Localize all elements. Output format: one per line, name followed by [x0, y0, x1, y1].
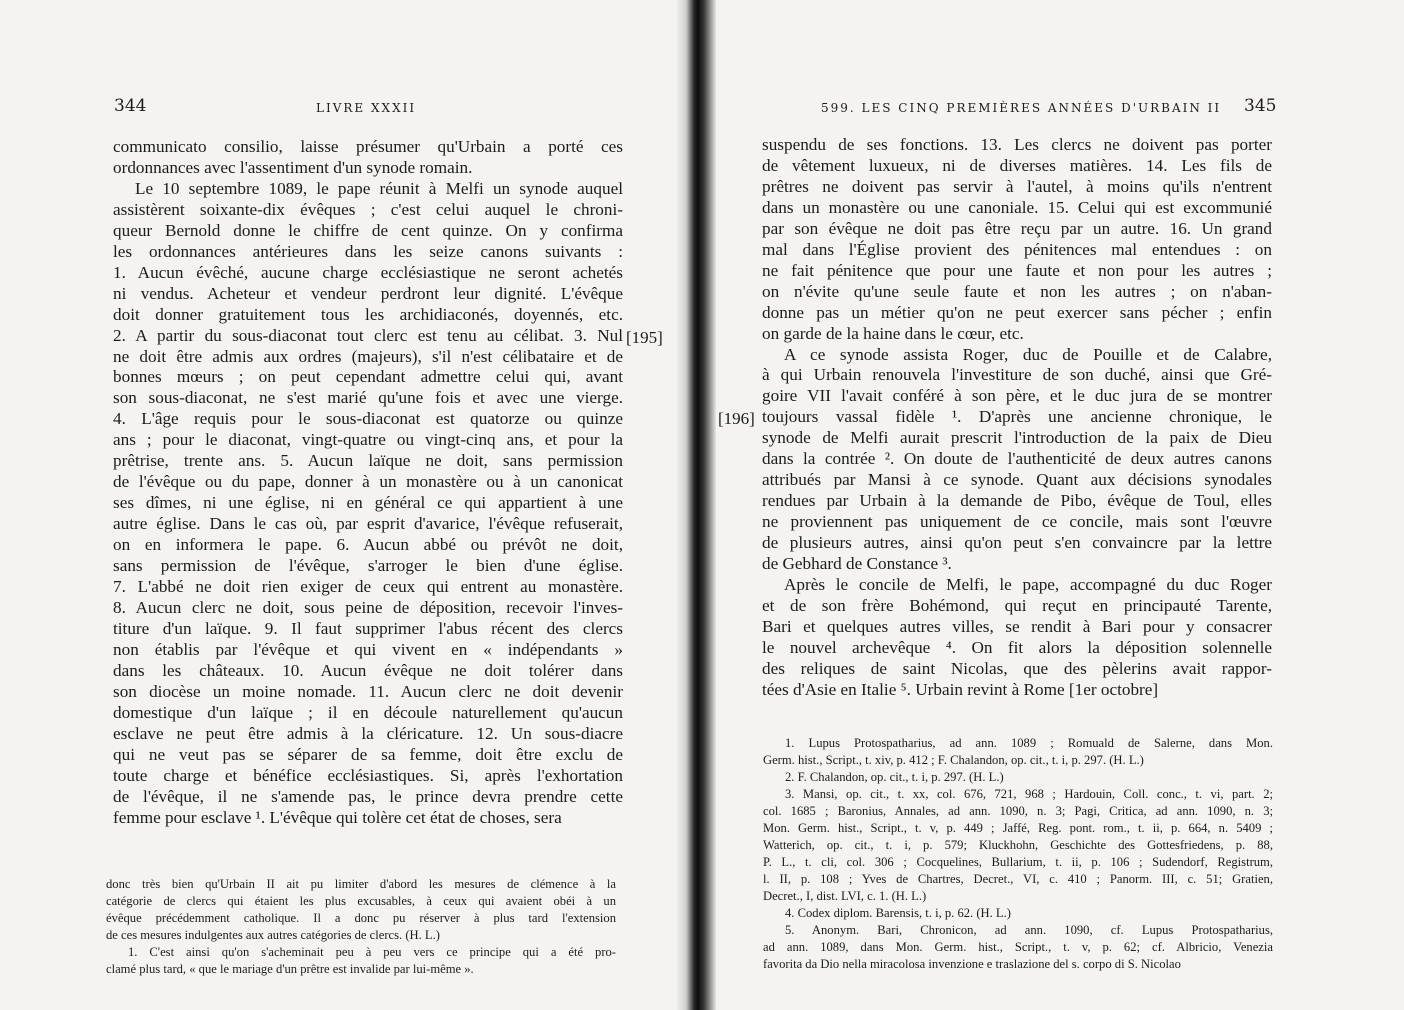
text-line: femme pour esclave ¹. L'évêque qui tolère cet état de choses, sera	[113, 807, 562, 827]
text-line: synode de Melfi aurait prescrit l'introduction de la paix de Dieu	[762, 428, 1272, 448]
text-line: dans les châteaux. 10. Aucun évêque ne doit tolérer dans	[113, 660, 623, 680]
text-line: 8. Aucun clerc ne doit, sous peine de déposition, recevoir l'inves-	[113, 597, 623, 617]
text-line: 1. Aucun évêché, aucune charge ecclésiastique ne seront achetés	[113, 262, 623, 282]
page-number-left: 344	[114, 96, 147, 116]
text-line: ne fait pénitence que pour une faute et non pour les autres ;	[762, 260, 1272, 280]
text-line: tées d'Asie en Italie ⁵. Urbain revint à Rome [1er octobre]	[762, 679, 1159, 699]
note-line: catégorie de clercs qui étaient les plus excusables, à ceux qui avaient obéi à un	[106, 894, 616, 908]
note-line: 1. C'est ainsi qu'on s'acheminait peu à peu vers ce principe qui a été pro-	[128, 945, 616, 959]
note-line: 2. F. Chalandon, op. cit., t. i, p. 297. (H. L.)	[785, 770, 1004, 784]
text-line: on en informera le pape. 6. Aucun abbé ou prévôt ne doit,	[113, 535, 623, 555]
note-line: l. II, p. 108 ; Yves de Chartres, Decret., VI, c. 410 ; Panorm. III, c. 51; Gratien,	[763, 872, 1273, 886]
note-line: ad ann. 1089, dans Mon. Germ. hist., Script., t. v, p. 62; cf. Albricio, Venezia	[763, 940, 1273, 954]
text-line: 2. A partir du sous-diaconat tout clerc est tenu au célibat. 3. Nul	[113, 325, 623, 345]
text-line: et de son frère Bohémond, qui reçut en principauté Tarente,	[762, 595, 1272, 615]
text-line: donne pas un métier qu'on ne peut exercer sans pécher ; enfin	[762, 302, 1272, 322]
margin-marker-left: [195]	[626, 328, 663, 347]
text-line: ne proviennent pas uniquement de ce concile, mais sont l'œuvre	[762, 512, 1272, 532]
text-line: les ordonnances antérieures dans les seize canons suivants :	[113, 241, 623, 261]
text-line: attribués par Mansi à ce synode. Quant aux décisions synodales	[762, 470, 1272, 490]
text-line: dans la contrée ². On doute de l'authenticité de deux autres canons	[762, 449, 1272, 469]
text-line: communicato consilio, laisse présumer qu'Urbain a porté ces	[113, 137, 623, 156]
note-line: favorita da Dio nella miracolosa invenzione e traslazione del s. corpo di S. Nicolao	[763, 957, 1181, 971]
running-head-left: LIVRE XXXII	[316, 101, 417, 115]
text-line: ans ; pour le diaconat, vingt-quatre ou vingt-cinq ans, et pour la	[113, 430, 623, 450]
text-line: ni vendus. Acheteur et vendeur perdront leur dignité. L'évêque	[113, 283, 623, 303]
text-line: 4. L'âge requis pour le sous-diaconat est quatorze ou quinze	[113, 409, 623, 429]
footnotes-left	[106, 876, 616, 978]
text-line: domestique d'un laïque ; il en découle naturellement qu'aucun	[113, 702, 623, 722]
page-number-right: 345	[1244, 96, 1277, 116]
text-line: toujours vassal fidèle ¹. D'après une ancienne chronique, le	[762, 407, 1272, 427]
text-line: de plusieurs autres, ainsi qu'on peut s'en convaincre par la lettre	[762, 533, 1272, 553]
text-line: de vêtement luxueux, ni de diverses matières. 14. Les fils de	[762, 155, 1272, 175]
text-line: qui ne veut pas se séparer de sa femme, doit être exclu de	[113, 744, 623, 764]
text-line: toute charge et bénéfice ecclésiastiques. Si, après l'exhortation	[113, 765, 623, 785]
note-line: 4. Codex diplom. Barensis, t. i, p. 62. (H. L.)	[785, 906, 1011, 920]
running-head-right: 599. LES CINQ PREMIÈRES ANNÉES D'URBAIN II	[821, 101, 1222, 115]
note-line: clamé plus tard, « que le mariage d'un prêtre est invalide par lui-même ».	[106, 962, 474, 976]
margin-marker-right: [196]	[718, 409, 755, 428]
note-line: donc très bien qu'Urbain II ait pu limiter d'abord les mesures de clémence à la	[106, 877, 616, 891]
text-line: sans permission de l'évêque, s'arroger le bien d'une église.	[113, 556, 623, 576]
body-text-right	[762, 135, 1272, 701]
note-line: Mon. Germ. hist., Script., t. v, p. 449 ; Jaffé, Reg. pont. rom., t. ii, p. 664, n. 5409 ;	[763, 821, 1273, 835]
text-line: 7. L'abbé ne doit rien exiger de ceux qui entrent au monastère.	[113, 577, 623, 597]
note-line: Decret., I, dist. LVI, c. 1. (H. L.)	[763, 889, 927, 903]
text-line: à qui Urbain renouvela l'investiture de son duché, ainsi que Gré-	[762, 365, 1272, 385]
text-line: de l'évêque ou du pape, donner à un monastère ou à un canonicat	[113, 472, 623, 492]
text-line: Bari et quelques autres villes, se rendit à Bari pour y consacrer	[762, 616, 1272, 636]
text-line: goire VII l'avait conféré à son père, et le duc jura de se montrer	[762, 386, 1272, 406]
text-line: Le 10 septembre 1089, le pape réunit à Melfi un synode auquel	[135, 178, 623, 198]
text-line: titure d'un laïque. 9. Il faut supprimer l'abus récent des clercs	[113, 618, 623, 638]
note-line: Watterich, op. cit., t. i, p. 579; Kluckhohn, Geschichte des Gottesfriedens, p. 88,	[763, 838, 1273, 852]
note-line: 5. Anonym. Bari, Chronicon, ad ann. 1090, cf. Lupus Protospatharius,	[785, 923, 1273, 937]
text-line: bonnes mœurs ; on peut cependant admettre celui qui, avant	[113, 367, 623, 387]
text-line: prêtrise, trente ans. 5. Aucun laïque ne doit, sans permission	[113, 451, 623, 471]
text-line: dans un monastère ou une canoniale. 15. Celui qui est excommunié	[762, 197, 1272, 217]
text-line: assistèrent soixante-dix évêques ; c'est celui auquel le chroni-	[113, 199, 623, 219]
note-line: 1. Lupus Protospatharius, ad ann. 1089 ; Romuald de Salerne, dans Mon.	[785, 736, 1273, 750]
text-line: ne doit être admis aux ordres (majeurs), s'il n'est célibataire et de	[113, 346, 623, 366]
text-line: ses dîmes, ni une église, ni en général ce qui appartient à une	[113, 493, 623, 513]
text-line: A ce synode assista Roger, duc de Pouille et de Calabre,	[784, 344, 1272, 364]
text-line: suspendu de ses fonctions. 13. Les clercs ne doivent pas porter	[762, 135, 1272, 154]
text-line: le nouvel archevêque ⁴. On fit alors la déposition solennelle	[762, 637, 1272, 657]
note-line: P. L., t. cli, col. 306 ; Cocquelines, Bullarium, t. ii, p. 106 ; Sudendorf, Registrum,	[763, 855, 1273, 869]
note-line: col. 1685 ; Baronius, Annales, ad ann. 1090, n. 3; Pagi, Critica, ad ann. 1090, n. 3;	[763, 804, 1273, 818]
footnotes-right	[763, 735, 1273, 973]
text-line: autre église. Dans le cas où, par esprit d'avarice, l'évêque refuserait,	[113, 514, 623, 534]
text-line: son diocèse un moine nomade. 11. Aucun clerc ne doit devenir	[113, 681, 623, 701]
text-line: doit donner gratuitement tous les archidiaconés, doyennés, etc.	[113, 304, 623, 324]
text-line: rendues par Urbain à la demande de Pibo, évêque de Toul, elles	[762, 491, 1272, 511]
text-line: Après le concile de Melfi, le pape, accompagné du duc Roger	[784, 575, 1272, 595]
text-line: prêtres ne doivent pas servir à l'autel, à moins qu'ils n'entrent	[762, 176, 1272, 196]
note-line: Germ. hist., Script., t. xiv, p. 412 ; F. Chalandon, op. cit., t. i, p. 297. (H. L.)	[763, 753, 1144, 767]
text-line: mal dans l'Église provient des pénitences mal entendues : on	[762, 239, 1272, 259]
text-line: de l'évêque, il ne s'amende pas, le prince devra prendre cette	[113, 786, 623, 806]
note-line: de ces mesures indulgentes aux autres catégories de clercs. (H. L.)	[106, 928, 440, 942]
text-line: esclave ne peut être admis à la cléricature. 12. Un sous-diacre	[113, 723, 623, 743]
note-line: évêque précédemment catholique. Il a donc pu réserver à plus tard l'extension	[106, 911, 616, 925]
text-line: par son évêque ne doit pas être reçu par un autre. 16. Un grand	[762, 218, 1272, 238]
text-line: ordonnances avec l'assentiment d'un synode romain.	[113, 157, 473, 177]
left-page	[0, 0, 690, 1010]
text-line: non établis par l'évêque et qui vivent en « indépendants »	[113, 639, 623, 659]
text-line: queur Bernold donne le chiffre de cent quinze. On y confirma	[113, 220, 623, 240]
text-line: son sous-diaconat, ne s'est marié qu'une fois et avec une vierge.	[113, 388, 623, 408]
text-line: des reliques de saint Nicolas, que des pèlerins avait rappor-	[762, 658, 1272, 678]
right-page	[690, 0, 1404, 1010]
text-line: on garde de la haine dans le cœur, etc.	[762, 323, 1024, 343]
body-text-left	[113, 137, 623, 828]
text-line: de Gebhard de Constance ³.	[762, 554, 952, 574]
note-line: 3. Mansi, op. cit., t. xx, col. 676, 721, 968 ; Hardouin, Coll. conc., t. vi, part. 2;	[785, 787, 1273, 801]
text-line: on n'évite qu'une seule faute et non les autres ; on n'aban-	[762, 281, 1272, 301]
